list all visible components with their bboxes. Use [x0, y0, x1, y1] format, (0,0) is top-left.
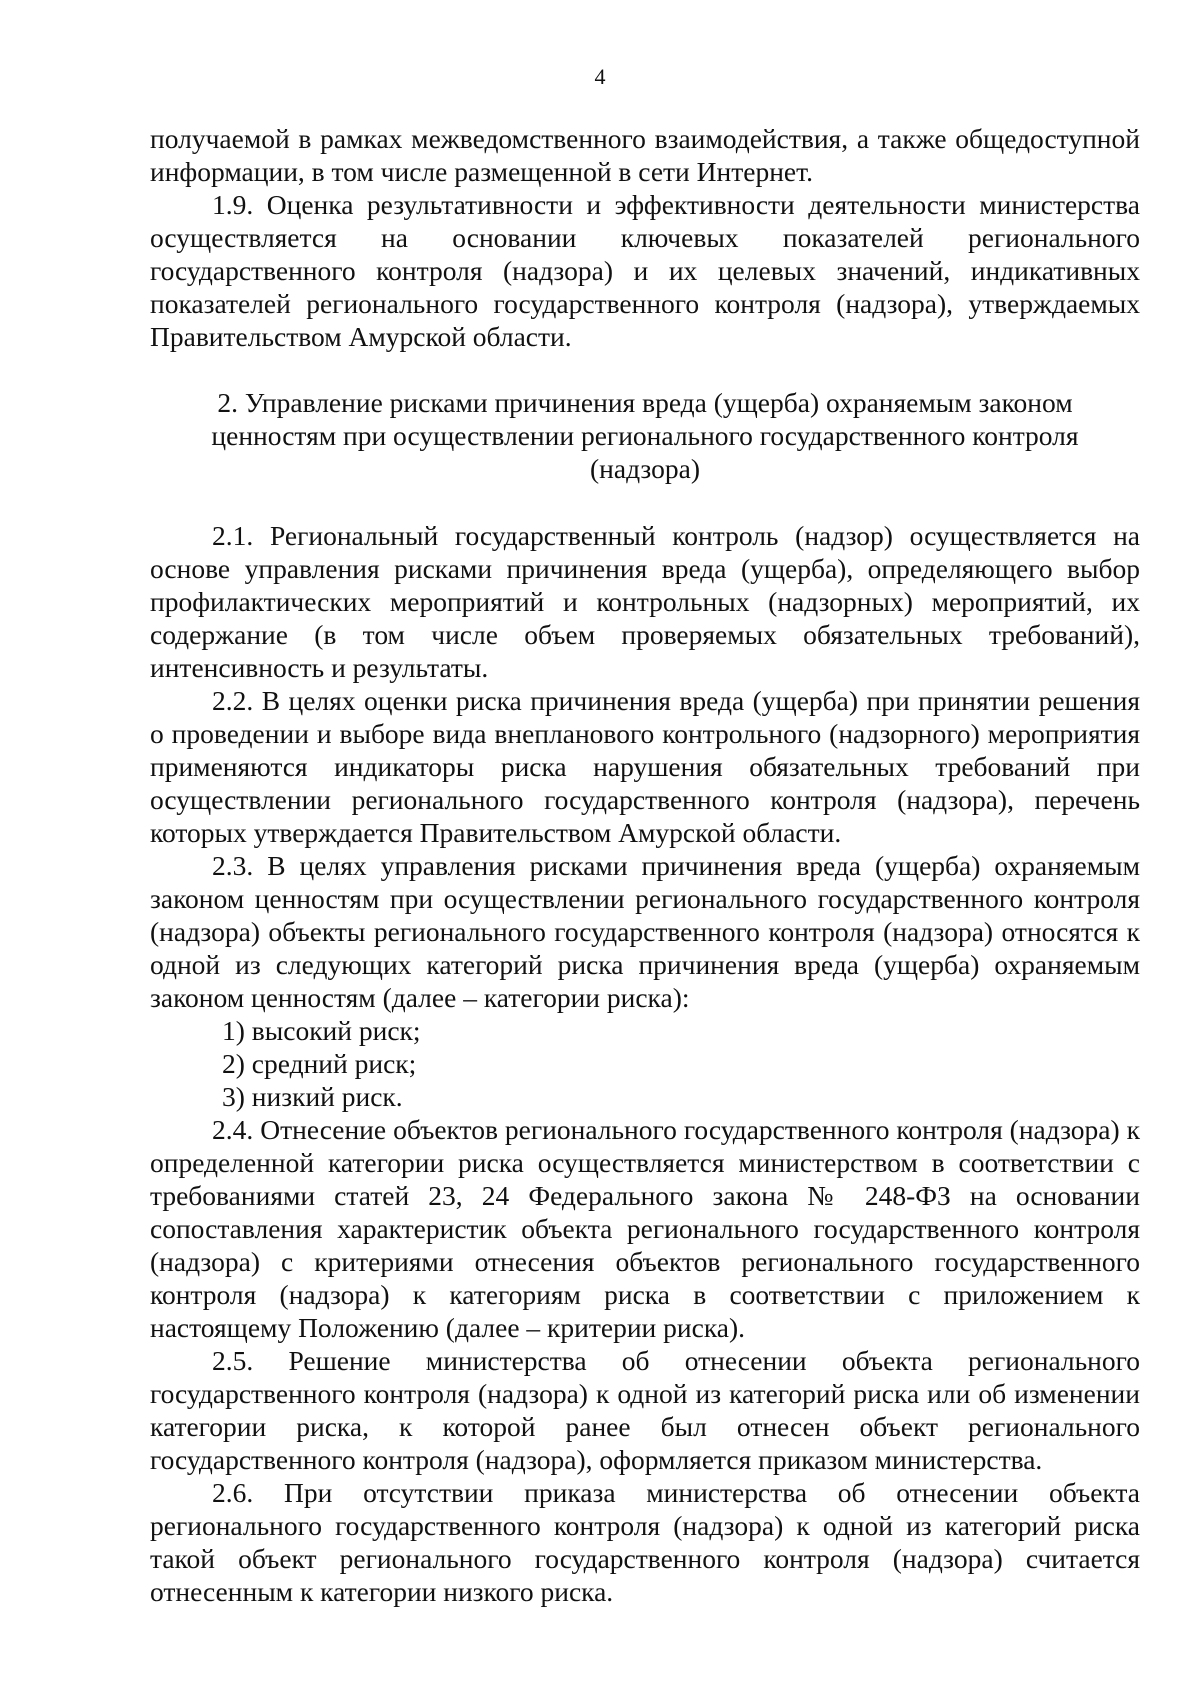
- section-2-heading-line-2: ценностям при осуществлении регионального государственного контроля: [211, 420, 1079, 451]
- page-number: 4: [594, 64, 606, 89]
- risk-list-item-high: 1) высокий риск;: [222, 1015, 421, 1046]
- section-2-heading-line-3: (надзора): [590, 453, 700, 484]
- risk-list-item-medium: 2) средний риск;: [222, 1048, 417, 1079]
- section-2-heading-line-1: 2. Управление рисками причинения вреда (ущерба) охраняемым законом: [217, 387, 1073, 418]
- paragraph-2-5: 2.5. Решение министерства об отнесении объекта регионального государственного контроля (надзора) к одной из категорий риска или об изменении категории риска, к которой ранее был отнесен объект регионального государственного контроля (надзора), оформляется приказом министерства.: [150, 1345, 1140, 1475]
- paragraph-2-2: 2.2. В целях оценки риска причинения вреда (ущерба) при принятии решения о проведении и выборе вида внепланового контрольного (надзорного) мероприятия применяются индикаторы риска нарушения обязательных требований при осуществлении регионального государственного контроля (надзора), перечень которых утверждается Правительством Амурской области.: [150, 685, 1140, 848]
- risk-list-item-low: 3) низкий риск.: [222, 1081, 403, 1112]
- paragraph-2-3: 2.3. В целях управления рисками причинения вреда (ущерба) охраняемым законом ценностям при осуществлении регионального государственного контроля (надзора) объекты регионального государственного контроля (надзора) относятся к одной из следующих категорий риска причинения вреда (ущерба) охраняемым законом ценностям (далее – категории риска):: [150, 850, 1140, 1013]
- continuation-paragraph: получаемой в рамках межведомственного взаимодействия, а также общедоступной информации, в том числе размещенной в сети Интернет.: [150, 123, 1140, 187]
- paragraph-2-4: 2.4. Отнесение объектов регионального государственного контроля (надзора) к определенной категории риска осуществляется министерством в соответствии с требованиями статей 23, 24 Федерального закона № 248-ФЗ на основании сопоставления характеристик объекта регионального государственного контроля (надзора) с критериями отнесения объектов регионального государственного контроля (надзора) к категориям риска в соответствии с приложением к настоящему Положению (далее – критерии риска).: [150, 1114, 1140, 1343]
- paragraph-2-1: 2.1. Региональный государственный контроль (надзор) осуществляется на основе управления рисками причинения вреда (ущерба), определяющего выбор профилактических мероприятий и контрольных (надзорных) мероприятий, их содержание (в том числе объем проверяемых обязательных требований), интенсивность и результаты.: [150, 520, 1140, 683]
- paragraph-2-6: 2.6. При отсутствии приказа министерства об отнесении объекта регионального государственного контроля (надзора) к одной из категорий риска такой объект регионального государственного контроля (надзора) считается отнесенным к категории низкого риска.: [150, 1477, 1140, 1607]
- document-body: [150, 122, 1140, 1608]
- section-2-heading: [150, 386, 1140, 485]
- paragraph-1-9: 1.9. Оценка результативности и эффективности деятельности министерства осуществляется на основании ключевых показателей регионального государственного контроля (надзора) и их целевых значений, индикативных показателей регионального государственного контроля (надзора), утверждаемых Правительством Амурской области.: [150, 189, 1140, 352]
